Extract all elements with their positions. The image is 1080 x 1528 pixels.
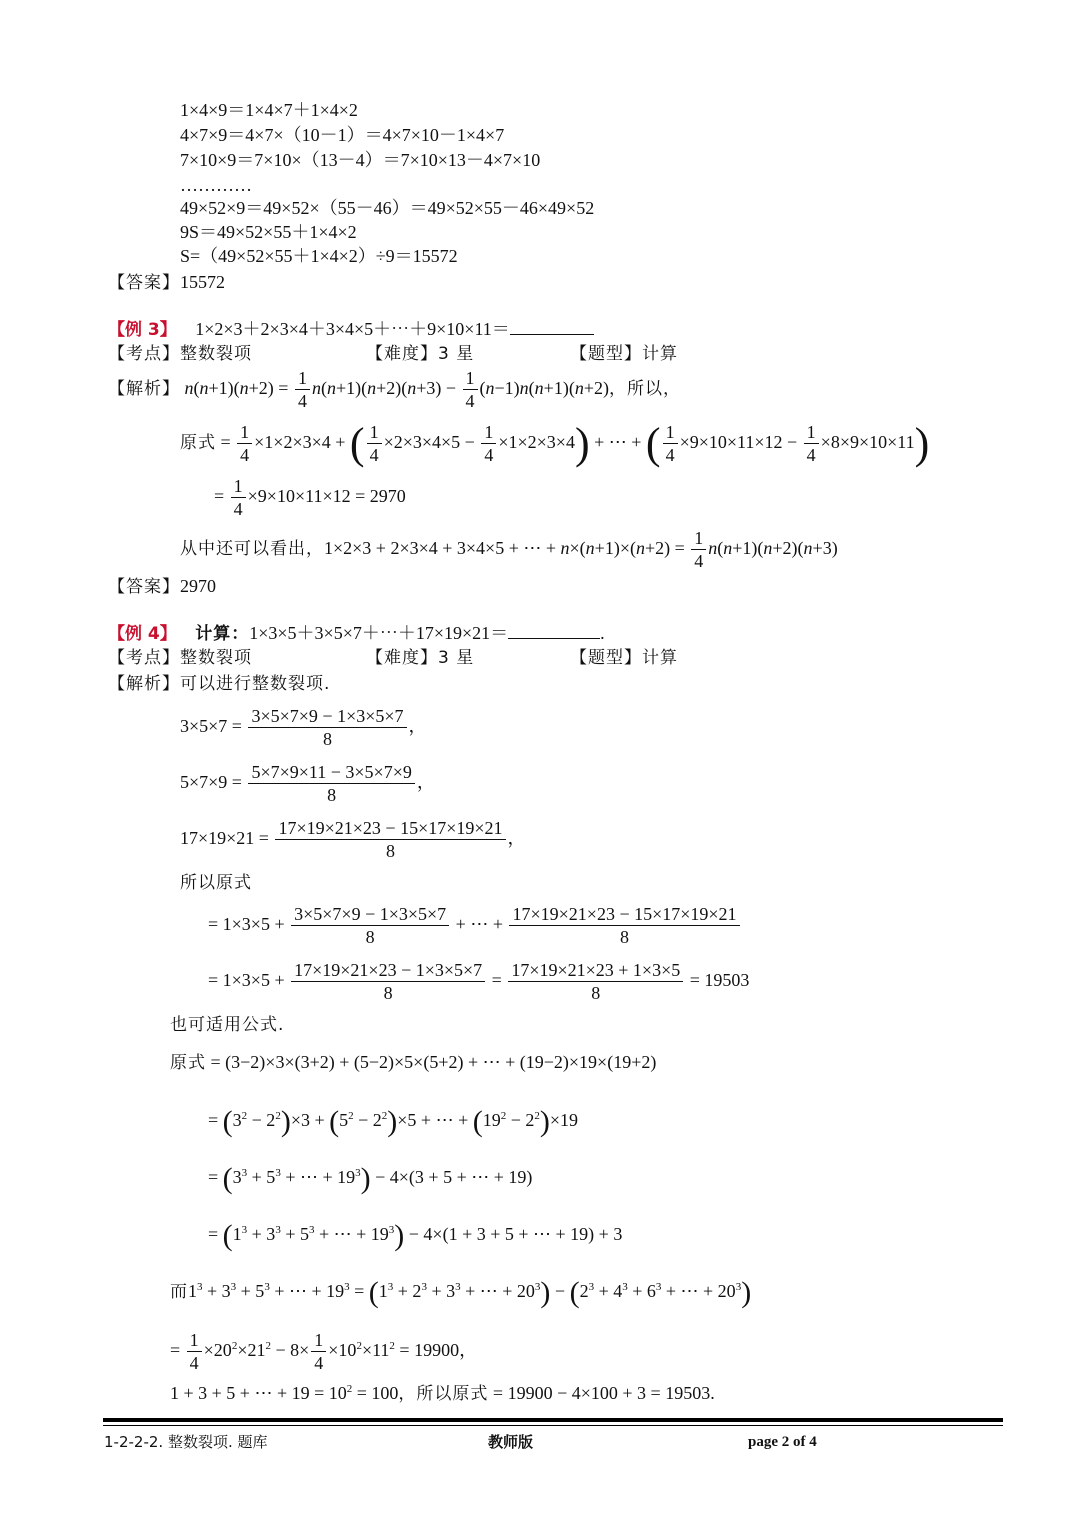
ex4-difficulty — [366, 645, 474, 670]
prev-answer — [108, 270, 225, 295]
footer-rule-thick — [103, 1418, 1003, 1422]
nandu-value: 3 星 — [438, 344, 475, 364]
prev-line-6: 9S＝49×52×55＋1×4×2 — [180, 222, 357, 242]
footer-rule-thin — [103, 1425, 1003, 1426]
yuanshi-label: 原式 — [170, 1053, 206, 1073]
answer-blank — [508, 620, 600, 639]
ex4-alt-6: = $\frac{1}{4}$ $\times 20^2\times 21^2 - 8\times$ $\frac{1}{4}$ $\times 10^2\times 11^2 = 19900$， — [170, 1330, 478, 1374]
er-text: 而 — [170, 1282, 188, 1302]
ex3-answer — [108, 574, 216, 599]
answer-value: 15572 — [180, 272, 225, 292]
footer-right: page 2 of 4 — [748, 1434, 817, 1450]
formula-note-text: 也可适用公式. — [170, 1015, 285, 1035]
answer-label: 【答案】 — [108, 577, 180, 597]
congzhong-text: 从中还可以看出， — [180, 539, 324, 559]
ex4-alt-4: = ($1^3 + 3^3 + 5^3$ + ⋯ + $19^3) - 4\times(1 + 3 + 5$ + ⋯ + 19) + 3 — [208, 1218, 623, 1252]
ex4-alt-5: 而$1^3 + 3^3 + 5^3$ + ⋯ + $19^3 = (1^3 + 2^3 + 3^3$ + ⋯ + $20^3) - (2^3 + 4^3 + 6^3$ + ⋯ + $20^3$) — [170, 1275, 752, 1309]
ex4-split-3: 17×19×21 = $\frac{17\times 19\times 21\times 23 - 15\times 17\times 19\times 21}{8}$ ， — [180, 818, 526, 862]
footer-left: 1-2-2-2. 整数裂项. 题库 — [104, 1433, 268, 1451]
ex4-formula-note — [170, 1012, 284, 1037]
ex4-prefix: 计算： — [195, 624, 250, 644]
jiexi-label: 【解析】 — [108, 674, 180, 694]
ex4-split-1: 3×5×7 = $\frac{3\times 5\times 7\times 9 - 1\times 3\times 5\times 7}{8}$ ， — [180, 706, 427, 750]
ex4-jiexi — [108, 671, 330, 696]
ex4-label: 【例 4】 — [108, 624, 177, 644]
value-19900: 19900 — [414, 1340, 460, 1360]
tixing-value: 计算 — [642, 344, 678, 364]
ex4-alt-3: = ($3^3 + 5^3$ + ⋯ + $19^3) - 4\times(3 + 5$ + ⋯ + 19) — [208, 1161, 533, 1195]
suoyi-yuanshi-text: 所以原式 — [180, 873, 252, 893]
last-note: ，所以原式 — [398, 1384, 489, 1404]
yuanshi-label: 原式 — [180, 433, 216, 453]
answer-value: 2970 — [180, 576, 216, 596]
nandu-label: 【难度】 — [366, 344, 438, 364]
ex4-suoyi — [180, 870, 252, 895]
ex3-difficulty — [366, 341, 474, 366]
kaodian-value: 整数裂项 — [180, 344, 252, 364]
ex4-alt-1: 原式 = (3−2)×3×(3+2) + (5−2)×5×(5+2) + ⋯ + (19−2)×19×(19+2) — [170, 1052, 657, 1073]
kaodian-label: 【考点】 — [108, 648, 180, 668]
ex3-label: 【例 3】 — [108, 320, 177, 340]
jiexi-label: 【解析】 — [108, 379, 180, 399]
ex3-jiexi-line: 【解析】 n(n+1)(n+2) = $\frac{1}{4}$ n(n+1)(n+2)(n+3) − $\frac{1}{4}$ (n−1)n(n+1)(n+2)，所以， — [108, 368, 681, 412]
nandu-value: 3 星 — [438, 648, 475, 668]
tixing-value: 计算 — [642, 648, 678, 668]
ex4-result: 19503 — [704, 970, 750, 990]
ex4-alt-2: = $(3^2 - 2^2)\times 3 + (5^2 - 2^2)\times 5$ + ⋯ + $(19^2 - 2^2)\times 19$ — [208, 1104, 579, 1138]
prev-line-3: 7×10×9＝7×10×（13－4）＝7×10×13－4×7×10 — [180, 150, 541, 170]
ex3-meta — [108, 341, 252, 366]
prev-line-7: S=（49×52×55＋1×4×2）÷9＝15572 — [180, 246, 458, 266]
tixing-label: 【题型】 — [570, 344, 642, 364]
ex3-question-text: 1×2×3＋2×3×4＋3×4×5＋⋯＋9×10×11＝ — [195, 319, 510, 339]
suoyi-text: ，所以， — [608, 379, 681, 399]
ex4-question-text: 1×3×5＋3×5×7＋⋯＋17×19×21＝ — [249, 623, 509, 643]
answer-blank — [510, 316, 594, 335]
prev-line-2: 4×7×9＝4×7×（10－1）＝4×7×10－1×4×7 — [180, 125, 505, 145]
ex4-split-2: 5×7×9 = $\frac{5\times 7\times 9\times 11 - 3\times 5\times 7\times 9}{8}$ ， — [180, 762, 435, 806]
tixing-label: 【题型】 — [570, 648, 642, 668]
ex4-type — [570, 645, 678, 670]
ex3-formula-1: 原式 = $\frac{1}{4}$ ×1×2×3×4 + ( $\frac{1}{4}$ ×2×3×4×5 − $\frac{1}{4}$ ×1×2×3×4) + ⋯ + ( $\frac{1}{4}$ ×9×10×11×12 − $\frac{1}{4}$ ×8×9×10×11) — [180, 418, 930, 468]
ex3-type — [570, 341, 678, 366]
ex4-alt-7: 1 + 3 + 5 + ⋯ + $19 = 10^2 = 100$，所以原式 = 19900 − 4×100 + 3 = 19503. — [170, 1383, 715, 1404]
prev-line-1: 1×4×9＝1×4×7＋1×4×2 — [180, 100, 358, 120]
ex3-result: 2970 — [369, 486, 406, 506]
kaodian-label: 【考点】 — [108, 344, 180, 364]
ex3-formula-3: 从中还可以看出，1×2×3 + 2×3×4 + 3×4×5 + ⋯ + n×(n+1)×(n+2) = $\frac{1}{4}$ n(n+1)(n+2)(n+3) — [180, 528, 838, 572]
prev-line-4: ………… — [180, 175, 252, 195]
ex4-sum-1: = 1×3×5 + $\frac{3\times 5\times 7\times 9 - 1\times 3\times 5\times 7}{8}$ + ⋯ + $\frac{17\times 19\times 21\times 23 - 15\times 17\times 19\times 21}{8}$ — [208, 900, 742, 948]
ex3-question — [108, 316, 594, 342]
footer-center: 教师版 — [488, 1433, 534, 1451]
kaodian-value: 整数裂项 — [180, 648, 252, 668]
final-value: 19503 — [665, 1383, 711, 1403]
prev-line-5: 49×52×9＝49×52×（55－46）＝49×52×55－46×49×52 — [180, 198, 595, 218]
ex4-question: 【例 4】 计算：1×3×5＋3×5×7＋⋯＋17×19×21＝ . — [108, 620, 605, 646]
ex4-sum-2: = 1×3×5 + $\frac{17\times 19\times 21\times 23 - 1\times 3\times 5\times 7}{8}$ = $\frac{17\times 19\times 21\times 23 + 1\times 3\times 5}{8}$ = 19503 — [208, 960, 750, 1004]
answer-label: 【答案】 — [108, 273, 180, 293]
nandu-label: 【难度】 — [366, 648, 438, 668]
jiexi-text: 可以进行整数裂项. — [180, 674, 331, 694]
ex4-meta — [108, 645, 252, 670]
ex3-formula-2: = $\frac{1}{4}$ ×9×10×11×12 = 2970 — [214, 476, 406, 520]
